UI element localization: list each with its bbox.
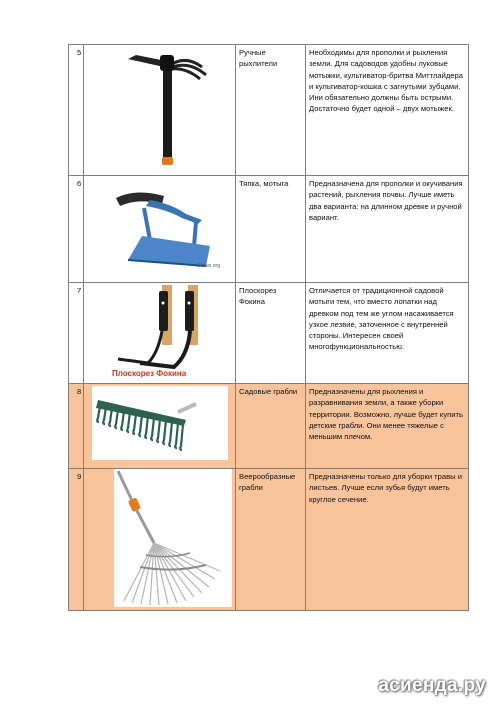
tool-name: Плоскорез Фокина xyxy=(236,283,306,384)
table-row xyxy=(69,283,469,384)
tool-description: Предназначены для рыхления и разравнивания земли, а также уборки территории. Возможно, лучше будет купить детские грабли. Они менее тяжелые с меньшим плечом. xyxy=(306,384,469,469)
table-row xyxy=(69,384,469,469)
fan-rake-image xyxy=(114,469,232,607)
table-row xyxy=(69,176,469,283)
hand-cultivator-image xyxy=(106,45,226,169)
tool-description: Предназначены только для уборки травы и листьев. Лучше если зубья будут иметь круглое сечение. xyxy=(306,469,469,611)
tool-name: Веерообразные грабли xyxy=(236,469,306,611)
row-number: 9 xyxy=(69,469,84,611)
tool-image-cell xyxy=(84,176,236,283)
hand-cultivator-illustration xyxy=(106,45,226,169)
image-caption: Glaker.org xyxy=(196,262,220,269)
tool-name: Ручные рыхлители xyxy=(236,45,306,176)
tool-description: Отличается от традиционной садовой мотыги тем, что вместо лопатки над древком под тем же углом насаживается узкое лезвие, заточенное с внутренней стороны. Интересен своей многофункциональностью. xyxy=(306,283,469,384)
tool-image-cell xyxy=(84,469,236,611)
tool-description: Предназначена для прополки и окучивания растений, рыхления почвы. Лучше иметь два варианта: на длинном древке и ручной вариант. xyxy=(306,176,469,283)
tool-name: Тяпка, мотыга xyxy=(236,176,306,283)
tool-image-cell xyxy=(84,45,236,176)
row-number: 5 xyxy=(69,45,84,176)
garden-tools-table xyxy=(68,44,469,611)
tool-name: Садовые грабли xyxy=(236,384,306,469)
tool-description: Необходимы для прополки и рыхления земли. Для садоводов удобны луковые мотыжки, культиватор-бритва Миттлайдера и культиватор-кошка с загнутыми зубцами. Ини обязательно должны быть острыми. Достаточно будет одной – двух мотыжек. xyxy=(306,45,469,176)
row-number: 6 xyxy=(69,176,84,283)
tool-image-cell xyxy=(84,384,236,469)
row-number: 7 xyxy=(69,283,84,384)
garden-rake-image xyxy=(92,386,228,460)
hoe-image xyxy=(106,180,234,274)
fan-rake-illustration xyxy=(114,469,232,607)
tool-image-cell xyxy=(84,283,236,384)
flat-cutter-illustration xyxy=(112,283,236,377)
image-caption: Плоскорез Фокина xyxy=(112,368,187,378)
flat-cutter-image xyxy=(112,283,236,377)
table-row xyxy=(69,469,469,611)
row-number: 8 xyxy=(69,384,84,469)
garden-rake-illustration xyxy=(92,386,228,460)
site-watermark: асиенда.ру xyxy=(378,675,486,696)
table-row xyxy=(69,45,469,176)
